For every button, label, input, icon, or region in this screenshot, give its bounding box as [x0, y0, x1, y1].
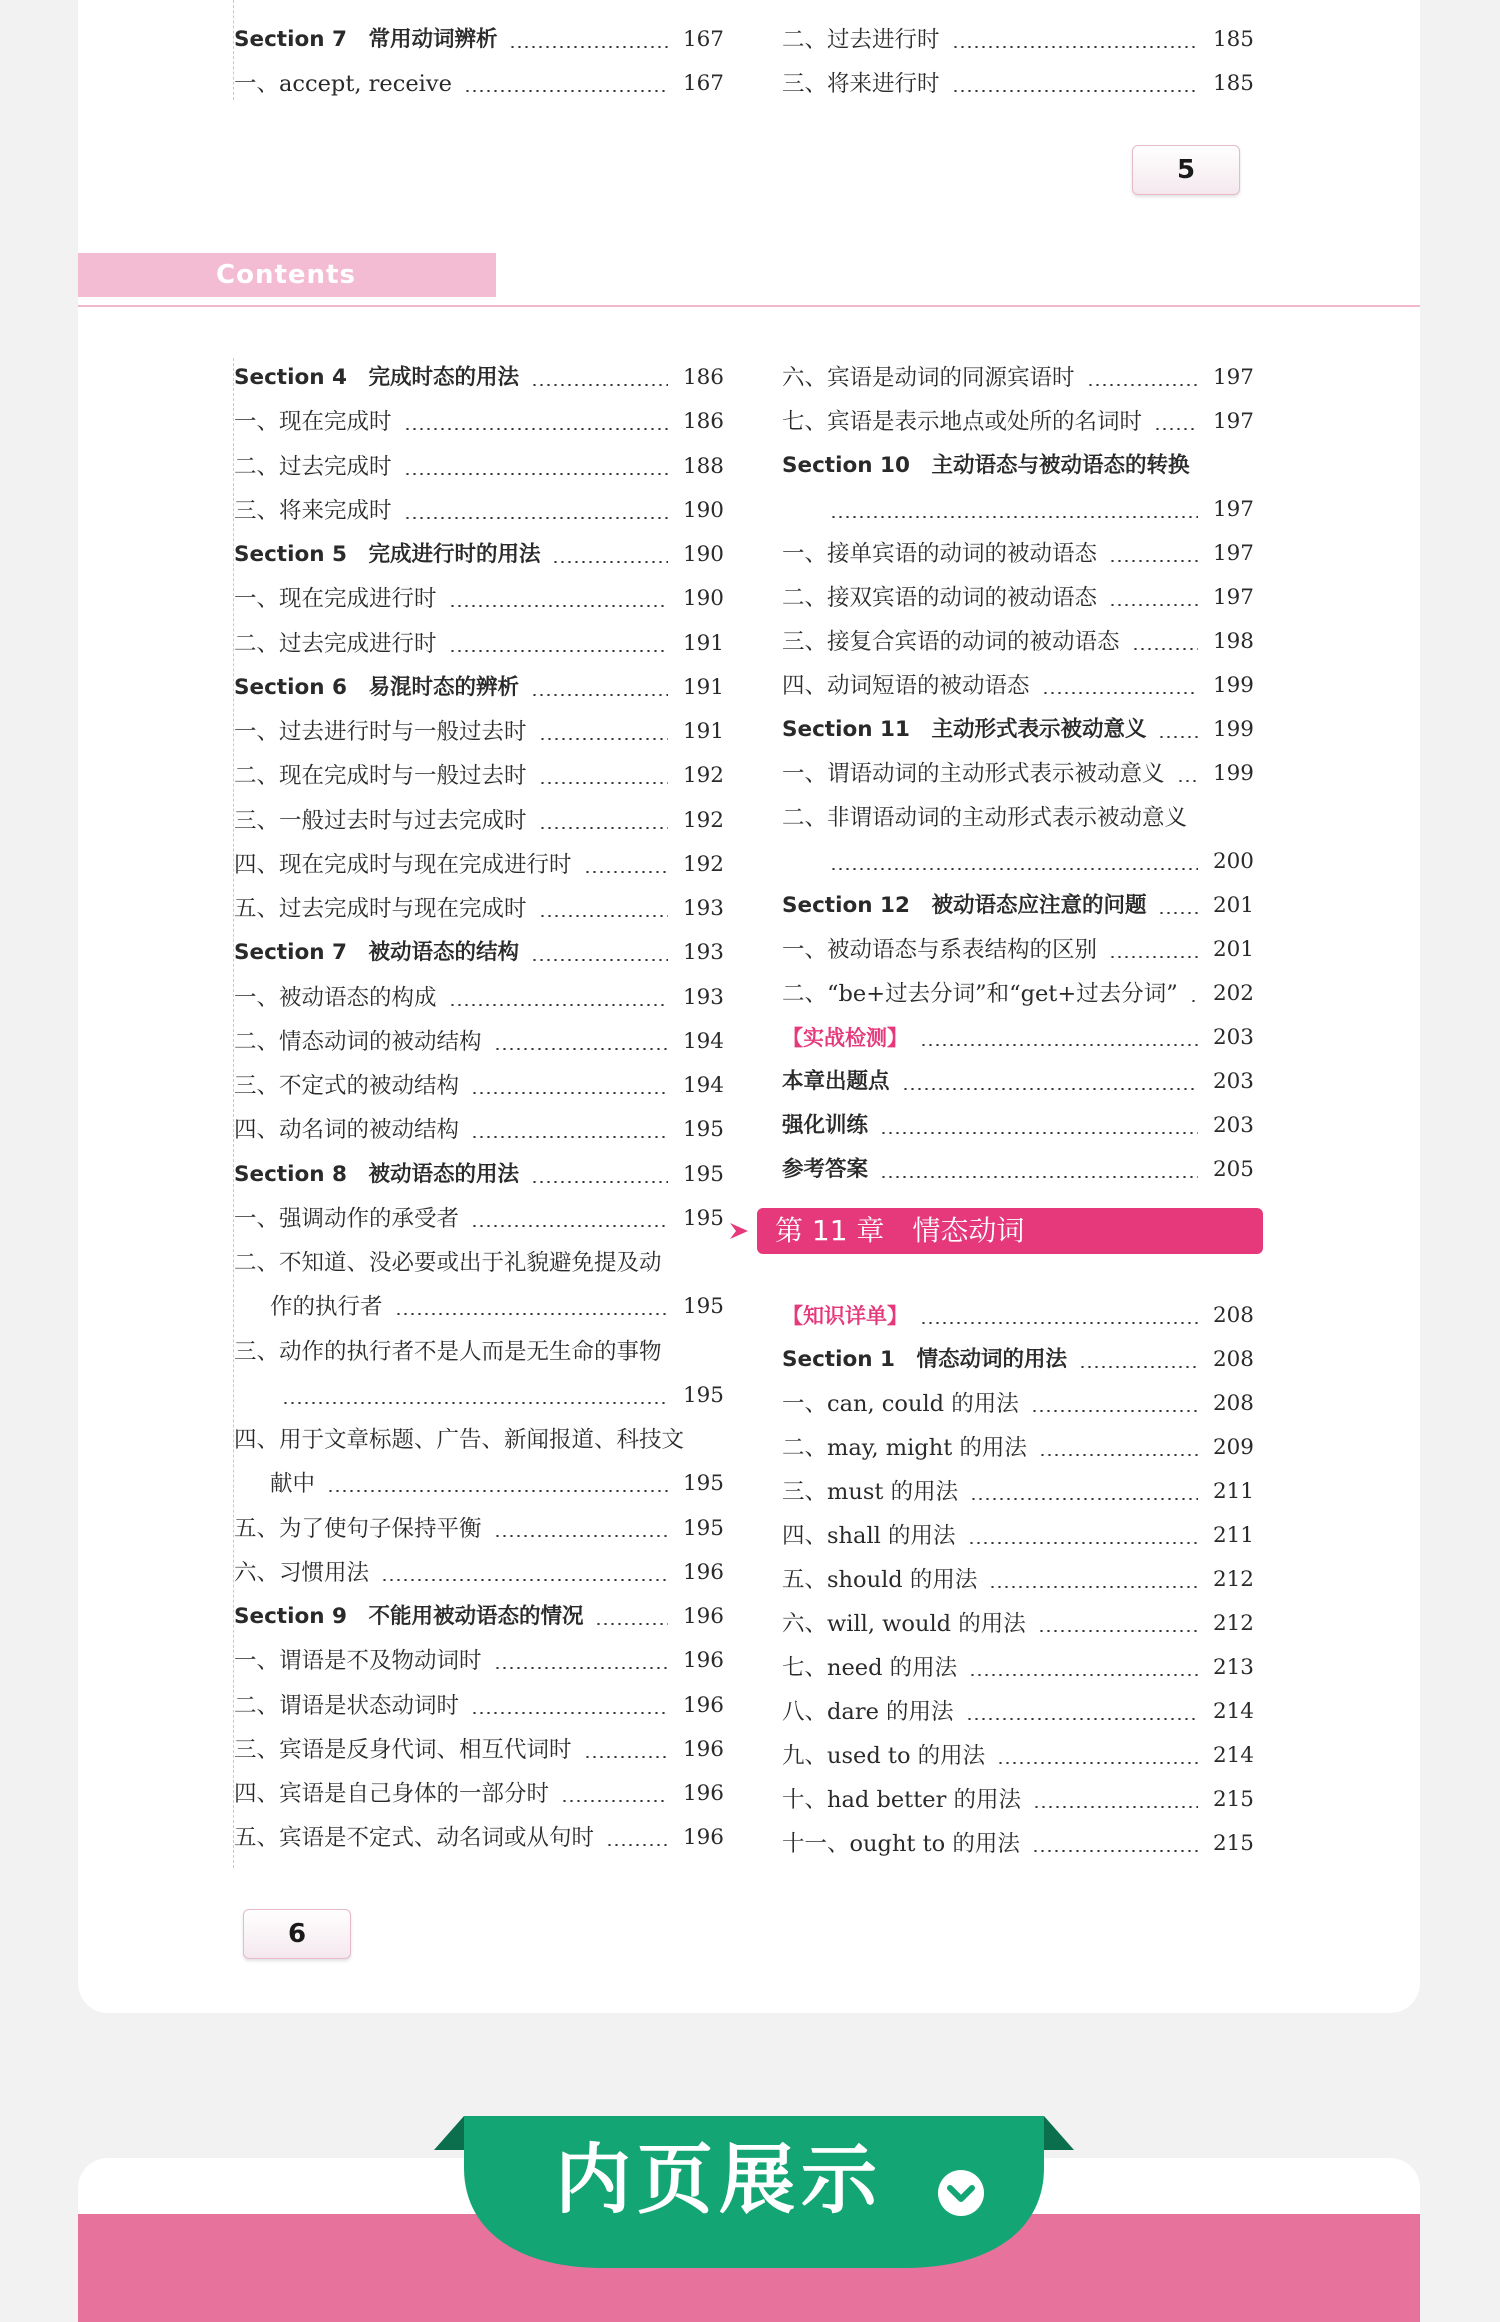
toc-entry-label: 一、accept, receive — [234, 70, 452, 97]
toc-entry-page: 195 — [682, 1161, 724, 1187]
toc-entry — [234, 712, 724, 752]
leader-dots — [584, 1756, 668, 1758]
leader-dots — [830, 516, 1198, 518]
toc-entry-page: 195 — [682, 1515, 724, 1541]
toc-entry-label: 八、dare 的用法 — [782, 1699, 954, 1725]
toc-section-heading — [782, 1340, 1254, 1380]
toc-entry-label: 二、“be+过去分词”和“get+过去分词” — [782, 981, 1178, 1007]
toc-entry — [782, 798, 1254, 838]
leader-dots — [494, 1535, 668, 1537]
toc-entry-label: Section 10 主动语态与被动语态的转换 — [782, 453, 1190, 478]
toc-entry — [782, 64, 1254, 104]
leader-dots — [989, 1586, 1198, 1588]
toc-entry-label: 七、need 的用法 — [782, 1655, 958, 1681]
toc-entry-page: 197 — [1212, 541, 1254, 566]
toc-entry-page: 197 — [1212, 365, 1254, 390]
toc-entry-page: 195 — [682, 1382, 724, 1408]
leader-dots — [539, 827, 668, 829]
toc-entry-page: 193 — [682, 984, 724, 1010]
toc-entry-label: 二、情态动词的被动结构 — [234, 1028, 482, 1055]
leader-dots — [952, 90, 1198, 92]
leader-dots — [1158, 912, 1198, 914]
toc-entry-page: 196 — [682, 1736, 724, 1762]
chapter-arrow-icon — [730, 1220, 756, 1242]
leader-dots — [282, 1402, 668, 1404]
chapter-11-banner: 第 11 章 情态动词 — [757, 1208, 1263, 1254]
toc-entry — [234, 1509, 724, 1549]
toc-entry-label: 参考答案 — [782, 1157, 869, 1182]
toc-entry-page: 196 — [682, 1692, 724, 1718]
toc-entry-page: 203 — [1212, 1069, 1254, 1094]
toc-entry — [234, 978, 724, 1018]
toc-section-heading — [234, 1155, 724, 1195]
toc-section-heading — [782, 1062, 1254, 1102]
leader-dots — [1132, 648, 1198, 650]
toc-entry-label: 一、过去进行时与一般过去时 — [234, 719, 527, 745]
toc-entry — [234, 801, 724, 841]
leader-dots — [449, 605, 668, 607]
toc-entry-page: 203 — [1212, 1025, 1254, 1050]
toc-entry-page: 201 — [1212, 937, 1254, 962]
toc-entry-label: 六、will, would 的用法 — [782, 1611, 1026, 1637]
toc-entry-label: 一、现在完成进行时 — [234, 586, 437, 613]
toc-entry-label: 一、被动语态与系表结构的区别 — [782, 937, 1098, 963]
toc-entry-label: Section 6 易混时态的辨析 — [234, 674, 519, 700]
toc-entry-page: 215 — [1212, 1787, 1254, 1812]
leader-dots — [404, 473, 668, 475]
leader-dots — [606, 1844, 668, 1846]
inner-page-showcase-title: 内页展示 — [555, 2135, 883, 2224]
leader-dots — [381, 1579, 668, 1581]
leader-dots — [494, 1048, 668, 1050]
toc-entry — [234, 1420, 724, 1460]
toc-entry — [234, 1243, 724, 1283]
toc-entry-page: 197 — [1212, 585, 1254, 610]
toc-entry-label: Section 8 被动语态的用法 — [234, 1161, 519, 1187]
toc-entry-page: 191 — [682, 674, 724, 700]
toc-entry — [782, 1472, 1254, 1512]
toc-section-heading — [234, 668, 724, 708]
toc-entry — [234, 1641, 724, 1681]
toc-entry-label: 二、非谓语动词的主动形式表示被动意义 — [782, 805, 1188, 831]
toc-entry-label: 一、谓语动词的主动形式表示被动意义 — [782, 761, 1165, 787]
toc-entry-page: 198 — [1212, 629, 1254, 654]
leader-dots — [494, 1667, 668, 1669]
toc-section-heading — [782, 886, 1254, 926]
toc-entry — [782, 842, 1254, 882]
toc-entry-page: 205 — [1212, 1157, 1254, 1182]
toc-entry-label: 五、should 的用法 — [782, 1567, 978, 1593]
toc-entry-label: 一、被动语态的构成 — [234, 984, 437, 1011]
toc-entry-label: 六、习惯用法 — [234, 1559, 370, 1586]
toc-entry-label: 四、动词短语的被动语态 — [782, 673, 1030, 699]
toc-entry-page: 208 — [1212, 1391, 1254, 1416]
toc-entry-label: 四、现在完成时与现在完成进行时 — [234, 851, 572, 878]
toc-entry — [234, 845, 724, 885]
leader-dots — [539, 738, 668, 740]
toc-entry — [782, 622, 1254, 662]
toc-entry — [782, 1736, 1254, 1776]
toc-entry-label: 本章出题点 — [782, 1069, 890, 1094]
leader-dots — [1087, 384, 1198, 386]
toc-entry-label: Section 7 常用动词辨析 — [234, 27, 498, 52]
toc-entry-label: 一、谓语是不及物动词时 — [234, 1648, 482, 1675]
toc-entry — [234, 1553, 724, 1593]
toc-section-heading — [782, 1106, 1254, 1146]
toc-entry-label: 三、must 的用法 — [782, 1479, 959, 1505]
leader-dots — [970, 1498, 1198, 1500]
toc-entry — [234, 491, 724, 531]
toc-entry — [782, 20, 1254, 60]
leader-dots — [1032, 1850, 1198, 1852]
contents-divider — [78, 305, 1420, 307]
leader-dots — [531, 959, 668, 961]
toc-section-heading — [234, 358, 724, 398]
toc-entry — [234, 1376, 724, 1416]
toc-entry-label: 二、may, might 的用法 — [782, 1435, 1027, 1461]
toc-entry — [782, 974, 1254, 1014]
leader-dots — [1109, 604, 1198, 606]
toc-entry-page: 196 — [682, 1604, 724, 1629]
leader-dots — [1031, 1410, 1198, 1412]
toc-entry-page: 185 — [1212, 70, 1254, 96]
toc-section-heading — [782, 710, 1254, 750]
toc-entry-label: 二、过去进行时 — [782, 27, 940, 53]
leader-dots — [880, 1176, 1198, 1178]
toc-entry-page: 208 — [1212, 1303, 1254, 1328]
toc-entry — [234, 402, 724, 442]
toc-entry-page: 196 — [682, 1559, 724, 1585]
toc-entry — [234, 447, 724, 487]
toc-entry-page: 200 — [1212, 849, 1254, 874]
toc-entry — [782, 490, 1254, 530]
toc-entry — [234, 756, 724, 796]
toc-entry-label: 二、现在完成时与一般过去时 — [234, 763, 527, 790]
toc-entry-label: 作的执行者 — [270, 1294, 383, 1321]
toc-entry — [234, 64, 724, 104]
page5-toc-right — [782, 0, 1254, 100]
leader-dots — [1109, 560, 1198, 562]
leader-dots — [531, 384, 668, 386]
toc-entry-page: 193 — [682, 940, 724, 966]
toc-entry-page: 190 — [682, 586, 724, 612]
page-number-5: 5 — [1132, 145, 1240, 195]
leader-dots — [531, 1181, 668, 1183]
toc-entry-label: 一、接单宾语的动词的被动语态 — [782, 541, 1098, 567]
toc-entry-label: Section 5 完成进行时的用法 — [234, 542, 541, 567]
toc-entry-page: 199 — [1212, 761, 1254, 786]
toc-entry-label: Section 1 情态动词的用法 — [782, 1347, 1067, 1372]
leader-dots — [969, 1674, 1198, 1676]
leader-dots — [1154, 428, 1198, 430]
leader-dots — [1190, 1000, 1198, 1002]
toc-entry-page: 194 — [682, 1028, 724, 1054]
toc-entry — [234, 624, 724, 664]
toc-entry-label: 三、宾语是反身代词、相互代词时 — [234, 1736, 572, 1763]
leader-dots — [404, 428, 668, 430]
toc-entry — [234, 579, 724, 619]
contents-band: Contents — [78, 253, 496, 297]
toc-entry-page: 197 — [1212, 409, 1254, 434]
toc-entry-label: 三、动作的执行者不是人而是无生命的事物 — [234, 1338, 662, 1365]
toc-entry — [234, 1022, 724, 1062]
toc-entry-page: 215 — [1212, 1831, 1254, 1856]
leader-dots — [920, 1322, 1198, 1324]
toc-entry-page: 196 — [682, 1648, 724, 1674]
toc-entry-page: 214 — [1212, 1699, 1254, 1724]
toc-entry-label: 强化训练 — [782, 1113, 869, 1138]
toc-entry-page: 214 — [1212, 1743, 1254, 1768]
leader-dots — [471, 1225, 668, 1227]
toc-entry — [234, 1730, 724, 1770]
toc-entry-label: 三、将来进行时 — [782, 70, 940, 97]
toc-entry — [782, 534, 1254, 574]
toc-entry — [234, 1818, 724, 1858]
toc-entry-label: 二、不知道、没必要或出于礼貌避免提及动 — [234, 1250, 662, 1276]
toc-entry-label: 献中 — [270, 1471, 316, 1498]
toc-entry-label: 五、过去完成时与现在完成时 — [234, 896, 527, 922]
toc-right-column-lower — [782, 1296, 1254, 1876]
toc-entry-label: 三、接复合宾语的动词的被动语态 — [782, 629, 1120, 655]
toc-entry — [782, 1018, 1254, 1058]
toc-entry — [782, 1516, 1254, 1556]
toc-entry-page: 188 — [682, 453, 724, 479]
leader-dots — [997, 1762, 1198, 1764]
toc-entry-page: 191 — [682, 630, 724, 656]
leader-dots — [327, 1490, 668, 1492]
toc-entry-page: 195 — [682, 1205, 724, 1231]
toc-entry-label: Section 4 完成时态的用法 — [234, 365, 519, 390]
leader-dots — [830, 868, 1198, 870]
leader-dots — [1177, 780, 1198, 782]
toc-entry-page: 194 — [682, 1073, 724, 1098]
toc-entry — [234, 1464, 724, 1504]
leader-dots — [920, 1044, 1198, 1046]
toc-entry-page: 195 — [682, 1471, 724, 1497]
leader-dots — [952, 46, 1198, 48]
toc-entry-label: 十、had better 的用法 — [782, 1787, 1021, 1813]
toc-entry-page: 202 — [1212, 981, 1254, 1006]
toc-entry-page: 192 — [682, 851, 724, 877]
toc-section-heading — [234, 933, 724, 973]
leader-dots — [449, 650, 668, 652]
toc-entry-page: 193 — [682, 896, 724, 921]
toc-entry-label: 二、接双宾语的动词的被动语态 — [782, 585, 1098, 611]
leader-dots — [968, 1542, 1199, 1544]
leader-dots — [1038, 1630, 1198, 1632]
leader-dots — [595, 1623, 668, 1625]
leader-dots — [395, 1313, 668, 1315]
toc-entry-page: 185 — [1212, 27, 1254, 52]
toc-entry-page: 211 — [1212, 1523, 1254, 1548]
toc-entry — [782, 1428, 1254, 1468]
leader-dots — [1158, 736, 1198, 738]
leader-dots — [404, 517, 668, 519]
leader-dots — [966, 1718, 1198, 1720]
toc-entry — [782, 1560, 1254, 1600]
toc-entry-label: 三、一般过去时与过去完成时 — [234, 807, 527, 834]
toc-section-heading — [234, 20, 724, 60]
toc-entry-page: 196 — [682, 1825, 724, 1851]
leader-dots — [1079, 1366, 1198, 1368]
toc-entry — [782, 1692, 1254, 1732]
toc-right-column-upper — [782, 358, 1254, 1198]
toc-entry-page: 195 — [682, 1294, 724, 1320]
toc-entry-page: 208 — [1212, 1347, 1254, 1372]
toc-entry-label: 九、used to 的用法 — [782, 1743, 986, 1769]
toc-entry-label: 四、用于文章标题、广告、新闻报道、科技文 — [234, 1427, 685, 1453]
leader-dots — [880, 1132, 1198, 1134]
toc-entry — [234, 1066, 724, 1106]
leader-dots — [561, 1800, 668, 1802]
toc-entry-label: 三、不定式的被动结构 — [234, 1073, 460, 1099]
toc-entry — [782, 578, 1254, 618]
leader-dots — [552, 561, 668, 563]
toc-entry-label: 一、强调动作的承受者 — [234, 1205, 460, 1232]
toc-entry — [782, 754, 1254, 794]
toc-entry-page: 212 — [1212, 1611, 1254, 1636]
leader-dots — [1109, 956, 1198, 958]
toc-entry-label: 五、为了使句子保持平衡 — [234, 1515, 482, 1542]
toc-entry — [782, 402, 1254, 442]
toc-entry — [234, 1110, 724, 1150]
toc-entry-page: 190 — [682, 497, 724, 523]
leader-dots — [471, 1712, 668, 1714]
leader-dots — [531, 694, 668, 696]
leader-dots — [539, 782, 668, 784]
toc-entry-page: 197 — [1212, 497, 1254, 522]
page5-toc-left — [233, 0, 724, 100]
toc-entry-page: 195 — [682, 1117, 724, 1143]
toc-entry-label: 二、谓语是状态动词时 — [234, 1692, 460, 1719]
leader-dots — [1042, 692, 1198, 694]
leader-dots — [449, 1004, 668, 1006]
toc-section-heading — [234, 535, 724, 575]
toc-entry-page: 211 — [1212, 1479, 1254, 1504]
toc-entry-label: 七、宾语是表示地点或处所的名词时 — [782, 409, 1143, 435]
toc-entry — [234, 1774, 724, 1814]
toc-entry-label: 二、过去完成时 — [234, 453, 392, 480]
toc-entry-page: 192 — [682, 763, 724, 789]
toc-entry-label: 五、宾语是不定式、动名词或从句时 — [234, 1825, 595, 1852]
leader-dots — [471, 1136, 668, 1138]
toc-entry-page: 196 — [682, 1781, 724, 1806]
chevron-down-icon[interactable] — [936, 2168, 986, 2218]
leader-dots — [464, 90, 668, 92]
toc-entry-page: 199 — [1212, 673, 1254, 698]
toc-entry-page: 191 — [682, 719, 724, 744]
toc-left-column — [233, 358, 724, 1868]
toc-entry-page: 203 — [1212, 1113, 1254, 1138]
toc-section-heading — [782, 1150, 1254, 1190]
toc-entry-label: 四、shall 的用法 — [782, 1523, 956, 1549]
toc-entry — [782, 1824, 1254, 1864]
toc-entry-label: 一、现在完成时 — [234, 409, 392, 436]
toc-entry — [782, 358, 1254, 398]
toc-entry — [234, 889, 724, 929]
toc-entry-page: 201 — [1212, 893, 1254, 918]
toc-entry-page: 186 — [682, 409, 724, 435]
toc-entry-label: Section 7 被动语态的结构 — [234, 940, 519, 966]
toc-entry-label: Section 9 不能用被动语态的情况 — [234, 1604, 584, 1629]
toc-entry — [234, 1332, 724, 1372]
toc-entry — [782, 1296, 1254, 1336]
toc-entry-page: 167 — [682, 70, 724, 96]
toc-entry-page: 213 — [1212, 1655, 1254, 1680]
leader-dots — [539, 915, 668, 917]
toc-entry — [782, 666, 1254, 706]
toc-entry-page: 190 — [682, 542, 724, 567]
leader-dots — [1033, 1806, 1198, 1808]
toc-entry-label: Section 12 被动语态应注意的问题 — [782, 893, 1147, 918]
toc-entry — [782, 1648, 1254, 1688]
toc-entry — [782, 930, 1254, 970]
leader-dots — [1039, 1454, 1198, 1456]
toc-section-heading — [782, 446, 1254, 486]
toc-entry — [234, 1199, 724, 1239]
toc-entry — [782, 1384, 1254, 1424]
toc-entry-label: 六、宾语是动词的同源宾语时 — [782, 365, 1075, 391]
toc-entry-page: 167 — [682, 27, 724, 52]
toc-entry — [234, 1686, 724, 1726]
toc-entry-page: 209 — [1212, 1435, 1254, 1460]
toc-section-heading — [234, 1597, 724, 1637]
toc-entry-label: 三、将来完成时 — [234, 497, 392, 524]
leader-dots — [584, 871, 668, 873]
leader-dots — [509, 46, 668, 48]
toc-entry-label: 十一、ought to 的用法 — [782, 1831, 1020, 1857]
toc-entry-label: 一、can, could 的用法 — [782, 1391, 1019, 1417]
toc-entry-label: 【实战检测】 — [782, 1026, 908, 1050]
toc-entry-label: 四、宾语是自己身体的一部分时 — [234, 1781, 550, 1807]
toc-entry — [234, 1287, 724, 1327]
leader-dots — [902, 1088, 1198, 1090]
leader-dots — [471, 1092, 668, 1094]
toc-entry-label: 【知识详单】 — [782, 1304, 908, 1328]
toc-entry-page: 192 — [682, 807, 724, 833]
toc-entry-label: Section 11 主动形式表示被动意义 — [782, 717, 1147, 742]
toc-entry-page: 186 — [682, 365, 724, 390]
toc-entry-page: 212 — [1212, 1567, 1254, 1592]
toc-entry-label: 四、动名词的被动结构 — [234, 1117, 460, 1144]
toc-entry — [782, 1604, 1254, 1644]
page-number-6: 6 — [243, 1909, 351, 1959]
toc-entry-page: 199 — [1212, 717, 1254, 742]
toc-entry — [782, 1780, 1254, 1820]
toc-entry-label: 二、过去完成进行时 — [234, 630, 437, 657]
